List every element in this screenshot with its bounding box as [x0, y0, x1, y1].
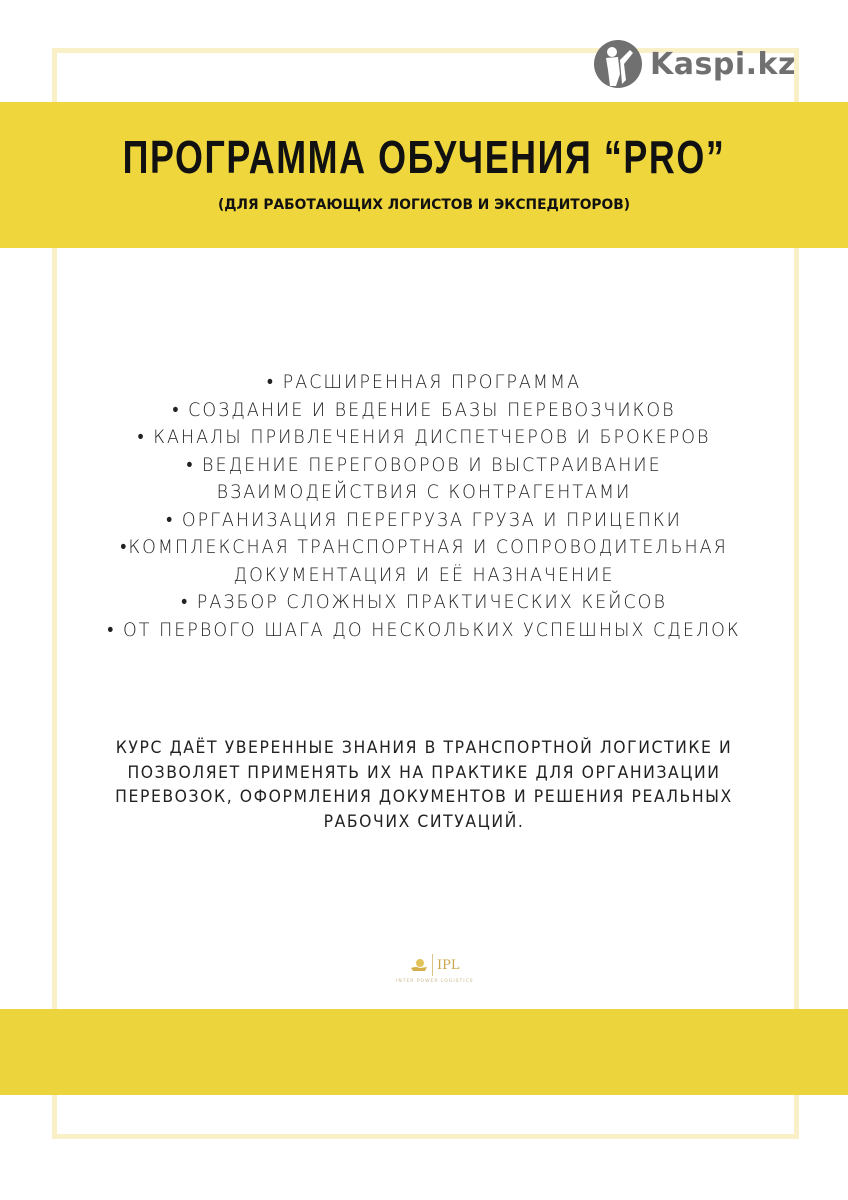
program-item: •КОМПЛЕКСНАЯ ТРАНСПОРТНАЯ И СОПРОВОДИТЕЛЬНАЯ: [120, 536, 728, 558]
kaspi-watermark: [594, 40, 796, 88]
program-item: • ОРГАНИЗАЦИЯ ПЕРЕГРУЗА ГРУЗА И ПРИЦЕПКИ: [166, 508, 682, 531]
description-line: РАБОЧИХ СИТУАЦИЙ.: [323, 811, 525, 832]
program-item: ВЗАИМОДЕЙСТВИЯ С КОНТРАГЕНТАМИ: [216, 481, 632, 503]
program-item: • ВЕДЕНИЕ ПЕРЕГОВОРОВ И ВЫСТРАИВАНИЕ: [186, 453, 662, 476]
description-line: ПОЗВОЛЯЕТ ПРИМЕНЯТЬ ИХ НА ПРАКТИКЕ ДЛЯ ОРГАНИЗАЦИИ: [127, 762, 721, 783]
kaspi-logo-icon: [594, 40, 642, 88]
logo-name: IPL: [437, 957, 460, 973]
program-item: • РАСШИРЕННАЯ ПРОГРАММА: [266, 371, 582, 393]
footer-band: [0, 1009, 848, 1095]
course-description: [0, 736, 848, 834]
ipl-logo: [396, 954, 474, 984]
page-title: ПРОГРАММА ОБУЧЕНИЯ “PRO”: [122, 131, 726, 183]
page-subtitle: (ДЛЯ РАБОТАЮЩИХ ЛОГИСТОВ И ЭКСПЕДИТОРОВ): [217, 197, 631, 213]
program-list: [0, 369, 848, 644]
description-line: ПЕРЕВОЗОК, ОФОРМЛЕНИЯ ДОКУМЕНТОВ И РЕШЕНИЯ РЕАЛЬНЫХ: [115, 787, 733, 807]
hand-coin-icon: [410, 958, 428, 972]
program-item: ДОКУМЕНТАЦИЯ И ЕЁ НАЗНАЧЕНИЕ: [233, 563, 615, 586]
program-item: • СОЗДАНИЕ И ВЕДЕНИЕ БАЗЫ ПЕРЕВОЗЧИКОВ: [172, 398, 676, 421]
program-item: • КАНАЛЫ ПРИВЛЕЧЕНИЯ ДИСПЕТЧЕРОВ И БРОКЕРОВ: [137, 426, 711, 448]
description-line: КУРС ДАЁТ УВЕРЕННЫЕ ЗНАНИЯ В ТРАНСПОРТНОЙ ЛОГИСТИКЕ И: [115, 738, 733, 758]
program-item: • ОТ ПЕРВОГО ШАГА ДО НЕСКОЛЬКИХ УСПЕШНЫХ СДЕЛОК: [107, 618, 741, 641]
logo-tagline: INTER POWER LOGISTICS: [396, 979, 474, 984]
program-item: • РАЗБОР СЛОЖНЫХ ПРАКТИЧЕСКИХ КЕЙСОВ: [181, 591, 667, 613]
kaspi-text: Kaspi.kz: [650, 46, 796, 82]
logo-divider: [432, 954, 433, 976]
